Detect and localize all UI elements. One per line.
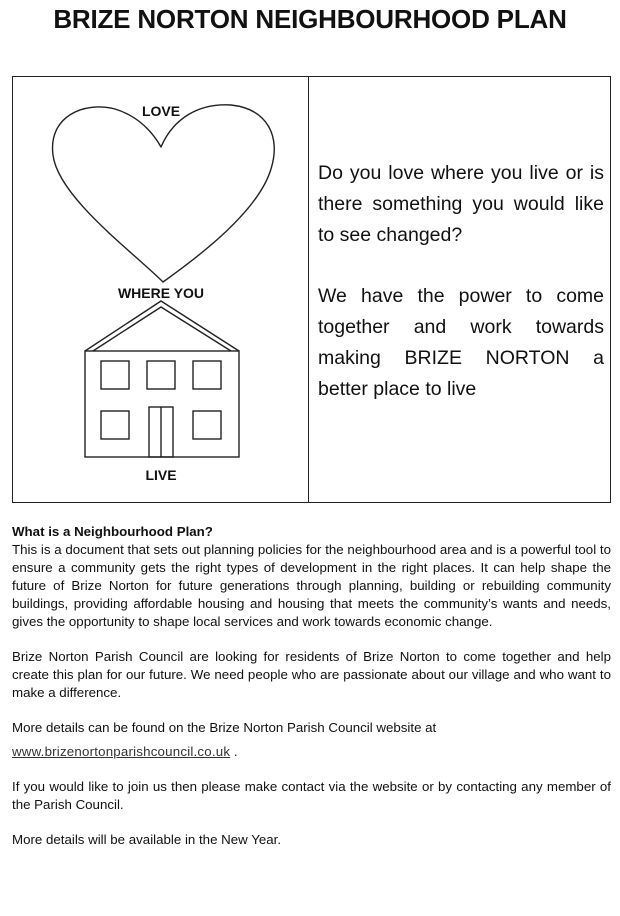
message-statement: We have the power to come together and work towards making BRIZE NORTON a better place to live	[318, 285, 604, 400]
illustration	[13, 77, 308, 501]
body-text	[12, 523, 611, 849]
house-icon	[85, 301, 239, 457]
love-label: LOVE	[141, 103, 181, 119]
live-label: LIVE	[145, 467, 177, 483]
heart-icon	[53, 105, 275, 282]
message-block	[318, 158, 604, 405]
paragraph-closing: More details will be available in the New Year.	[12, 832, 282, 847]
message-question: Do you love where you live or is there something you would like to see changed?	[318, 162, 604, 246]
paragraph-details-intro: More details can be found on the Brize Norton Parish Council website at	[12, 720, 437, 735]
website-line	[12, 743, 611, 761]
paragraph-join: If you would like to join us then please make contact via the website or by contacting any member of the Parish Council.	[12, 779, 611, 812]
poster-frame	[12, 76, 611, 503]
website-suffix: .	[230, 744, 238, 759]
frame-divider	[308, 77, 309, 502]
page-title: BRIZE NORTON NEIGHBOURHOOD PLAN	[53, 4, 567, 34]
section-heading: What is a Neighbourhood Plan?	[12, 524, 213, 539]
website-link[interactable]: www.brizenortonparishcouncil.co.uk	[12, 744, 231, 759]
paragraph-call-to-action: Brize Norton Parish Council are looking for residents of Brize Norton to come together and help create this plan for our future. We need people who are passionate about our village and who want to make a difference.	[12, 649, 611, 700]
paragraph-definition: This is a document that sets out planning policies for the neighbourhood area and is a powerful tool to ensure a community gets the right types of development in the right places. It can help shape the future of Brize Norton for future generations through planning, building or rebuilding community buildings, providing affordable housing and housing that meets the community’s wants and needs, gives the opportunity to shape local services and work towards economic change.	[12, 542, 611, 629]
where-you-label: WHERE YOU	[117, 285, 205, 301]
